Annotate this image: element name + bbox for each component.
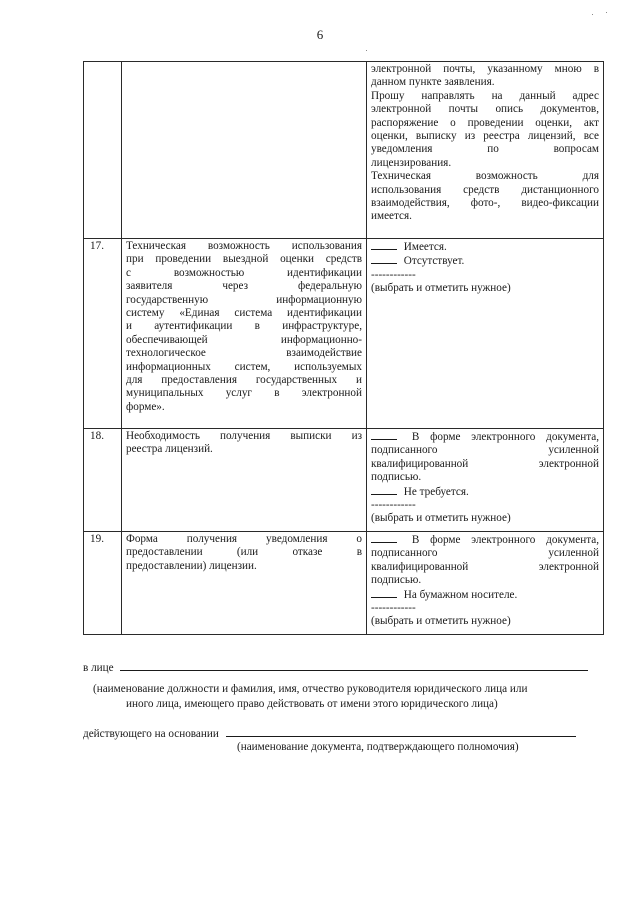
basis-line <box>83 727 603 741</box>
checkbox-blank[interactable] <box>371 254 397 264</box>
row-question: Необходимость получения выписки из реестра лицензий. <box>122 429 367 532</box>
checkbox-blank[interactable] <box>371 533 397 543</box>
instruction: (выбрать и отметить нужное) <box>371 282 511 295</box>
option-paper[interactable]: На бумажном носителе. <box>371 588 599 602</box>
row-answer: электронной почты, указанному мною в данном пункте заявления. Прошу направлять на данный адрес электронной почты опись документов, распоряжение о проведении оценки, акт оценки, выписку из реестра лицензий, все уведомления по вопросам лицензирования. Техническая возможность для использования средств дистанционного взаимодействия, фото-, видео-фиксации имеется. <box>367 62 604 239</box>
basis-caption: (наименование документа, подтверждающего полномочия) <box>237 741 519 753</box>
form-table <box>83 61 604 635</box>
row-answer: В форме электронного документа, подписанного усиленной квалифицированной электронной подписью. Не требуется. ------------ (выбрать и отметить нужное) <box>367 429 604 532</box>
separator: ------------ <box>371 602 416 615</box>
checkbox-blank[interactable] <box>371 485 397 495</box>
option-available[interactable]: Имеется. <box>371 240 599 254</box>
option-not-required[interactable]: Не требуется. <box>371 485 599 499</box>
scan-speck <box>592 14 593 15</box>
row-number <box>84 62 122 239</box>
table-row-continuation <box>84 62 604 239</box>
instruction: (выбрать и отметить нужное) <box>371 615 511 628</box>
row-number: 19. <box>84 532 122 635</box>
scan-speck <box>606 12 607 13</box>
row-question: Форма получения уведомления о предоставлении (или отказе в предоставлении) лицензии. <box>122 532 367 635</box>
scan-speck <box>366 50 367 51</box>
row-answer <box>367 239 604 429</box>
option-electronic[interactable]: В форме электронного документа, <box>371 533 599 547</box>
basis-label: действующего на основании <box>83 728 219 740</box>
checkbox-blank[interactable] <box>371 430 397 440</box>
row-number: 18. <box>84 429 122 532</box>
in-person-caption-1: (наименование должности и фамилия, имя, отчество руководителя юридического лица или <box>93 683 528 695</box>
in-person-caption-2: иного лица, имеющего право действовать от имени этого юридического лица) <box>126 698 498 710</box>
separator: ------------ <box>371 268 416 281</box>
option-absent[interactable]: Отсутствует. <box>371 254 599 268</box>
row-number: 17. <box>84 239 122 429</box>
page-number: 6 <box>316 27 324 42</box>
row-answer: В форме электронного документа, подписанного усиленной квалифицированной электронной подписью. На бумажном носителе. ------------ (выбрать и отметить нужное) <box>367 532 604 635</box>
checkbox-blank[interactable] <box>371 240 397 250</box>
row-question: Техническая возможность использования при проведении выездной оценки средств с возможностью идентификации заявителя через федеральную государственную информационную систему «Единая система идентификации и аутентификации в инфраструктуре, обеспечивающей информационно- технологическое взаимодействие информационных систем, используемых для предоставления государственных и муниципальных услуг в электронной форме». <box>122 239 367 429</box>
table-row-18 <box>84 429 604 532</box>
in-person-line <box>83 661 603 675</box>
separator: ------------ <box>371 499 416 512</box>
table-row-19 <box>84 532 604 635</box>
option-electronic[interactable]: В форме электронного документа, <box>371 430 599 444</box>
row-question <box>122 62 367 239</box>
in-person-field[interactable] <box>120 661 588 671</box>
table-row-17 <box>84 239 604 429</box>
checkbox-blank[interactable] <box>371 588 397 598</box>
instruction: (выбрать и отметить нужное) <box>371 512 511 525</box>
in-person-label: в лице <box>83 662 114 674</box>
basis-field[interactable] <box>226 727 576 737</box>
